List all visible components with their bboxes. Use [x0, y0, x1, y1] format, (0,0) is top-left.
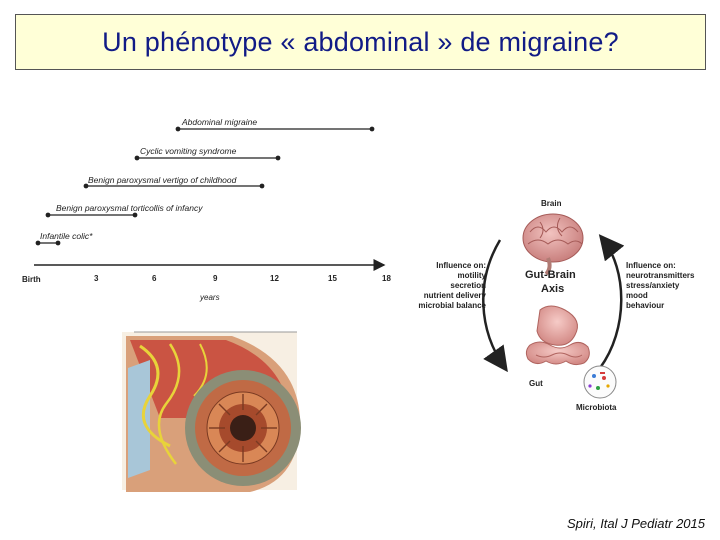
- brain-illustration: [523, 214, 583, 274]
- tick-label: 6: [152, 274, 157, 283]
- right-influence-line: mood: [626, 291, 648, 300]
- brain-label: Brain: [541, 199, 562, 208]
- cycle-arrow-up: [600, 238, 621, 368]
- right-influence-line: behaviour: [626, 301, 665, 310]
- cycle-arrow-down: [483, 240, 505, 368]
- gut-label: Gut: [529, 379, 543, 388]
- right-influence-line: Influence on:: [626, 261, 676, 270]
- axis-start-label: Birth: [22, 275, 41, 284]
- gut-brain-diagram: [418, 199, 695, 412]
- citation: Spiri, Ital J Pediatr 2015: [566, 516, 705, 531]
- left-influence-line: secretion: [450, 281, 486, 290]
- tick-label: 12: [270, 274, 279, 283]
- timeline-diagram: [22, 117, 391, 302]
- left-influence-line: nutrient delivery: [423, 291, 486, 300]
- left-influence-line: motility: [457, 271, 486, 280]
- axis-label: years: [200, 293, 220, 302]
- left-influence-line: Influence on:: [436, 261, 486, 270]
- bar-label: Abdominal migraine: [182, 117, 258, 127]
- gut-brain-title-line2: Axis: [541, 283, 565, 295]
- tick-label: 15: [328, 274, 337, 283]
- left-influence-line: microbial balance: [418, 301, 486, 310]
- slide-title: Un phénotype « abdominal » de migraine?: [102, 26, 619, 57]
- microbiota-illustration: [584, 366, 616, 398]
- gut-brain-title-line1: Gut-Brain: [525, 269, 576, 281]
- right-influence-line: stress/anxiety: [626, 281, 680, 290]
- microbiota-label: Microbiota: [576, 403, 617, 412]
- tick-label: 3: [94, 274, 99, 283]
- gut-illustration: [526, 306, 589, 365]
- intestine-cross-section-illustration: [122, 332, 301, 492]
- bar-label: Infantile colic*: [40, 231, 93, 241]
- tick-label: 18: [382, 274, 391, 283]
- tick-label: 9: [213, 274, 218, 283]
- bar-label: Benign paroxysmal torticollis of infancy: [56, 203, 203, 213]
- right-influence-line: neurotransmitters: [626, 271, 695, 280]
- bar-label: Cyclic vomiting syndrome: [140, 146, 237, 156]
- bar-label: Benign paroxysmal vertigo of childhood: [88, 175, 237, 185]
